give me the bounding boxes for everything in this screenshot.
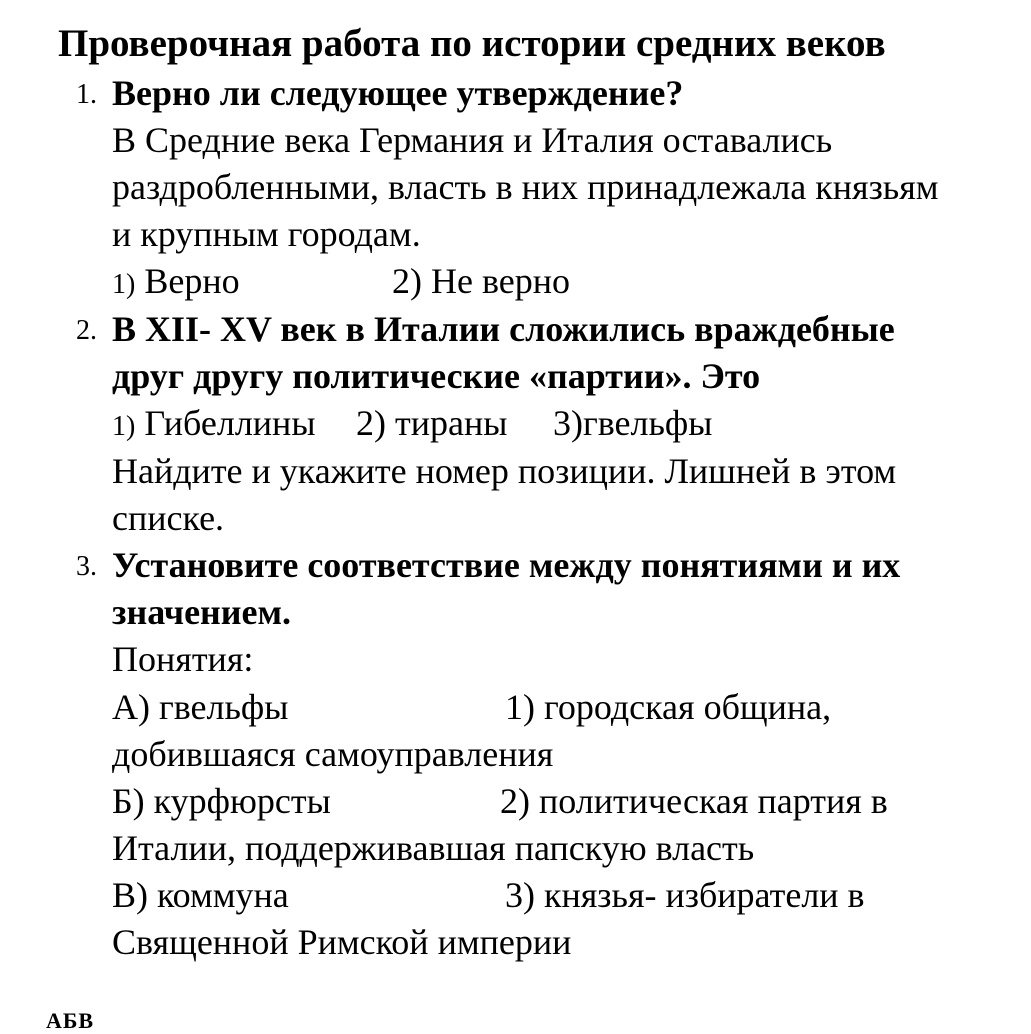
- answer-header: АБВ: [46, 1008, 95, 1033]
- q2-option-1-text: Гибеллины: [135, 403, 316, 443]
- page-title: Проверочная работа по истории средних веков: [58, 22, 886, 65]
- question-3-number: 3.: [76, 551, 97, 582]
- question-2-prompt-line-2: друг другу политические «партии». Это: [112, 356, 761, 396]
- question-1-text-line-2: раздробленными, власть в них принадлежала князьям: [112, 167, 939, 207]
- question-1-options: [112, 258, 240, 308]
- question-1-number: 1.: [76, 79, 97, 110]
- question-2-instruction-line-1: Найдите и укажите номер позиции. Лишней в этом: [112, 451, 897, 491]
- pair-c-right: 3) князья- избиратели в: [505, 875, 865, 915]
- q1-option-2-text: Не верно: [422, 261, 571, 301]
- question-2-instruction-line-2: списке.: [112, 498, 225, 538]
- q2-option-3-text: гвельфы: [583, 403, 713, 443]
- question-2-options: [112, 400, 316, 450]
- q1-option-1-text: Верно: [135, 261, 240, 301]
- question-2-prompt-line-1: В XII- XV век в Италии сложились враждебные: [112, 309, 895, 349]
- question-1-text-line-3: и крупным городам.: [112, 214, 421, 254]
- pair-c-left: В) коммуна: [112, 875, 289, 915]
- question-3-prompt-line-1: Установите соответствие между понятиями и их: [112, 545, 901, 585]
- q2-option-2: [356, 400, 507, 446]
- q2-option-3-num: 3): [553, 403, 583, 443]
- pair-a-right: 1) городская община,: [505, 687, 832, 727]
- q1-option-2-num: 2): [392, 261, 422, 301]
- pair-b-right: 2) политическая партия в: [500, 781, 888, 821]
- q1-option-2: [392, 258, 570, 304]
- q2-option-3: [553, 400, 712, 446]
- question-3-concepts-label: Понятия:: [112, 639, 254, 679]
- q2-option-2-num: 2): [356, 403, 386, 443]
- q2-option-2-text: тираны: [386, 403, 508, 443]
- q2-option-1-num: 1): [112, 411, 136, 442]
- question-1-text-line-1: В Средние века Германия и Италия оставались: [112, 120, 833, 160]
- pair-b-cont: Италии, поддерживавшая папскую власть: [112, 828, 755, 868]
- pair-a-cont: добившаяся самоуправления: [112, 734, 554, 774]
- pair-c-cont: Священной Римской империи: [112, 922, 572, 962]
- question-1-prompt: Верно ли следующее утверждение?: [112, 73, 684, 113]
- question-2-number: 2.: [76, 315, 97, 346]
- q1-option-1-num: 1): [112, 269, 136, 300]
- pair-a-left: А) гвельфы: [112, 687, 289, 727]
- question-3-prompt-line-2: значением.: [112, 592, 292, 632]
- pair-b-left: Б) курфюрсты: [112, 781, 331, 821]
